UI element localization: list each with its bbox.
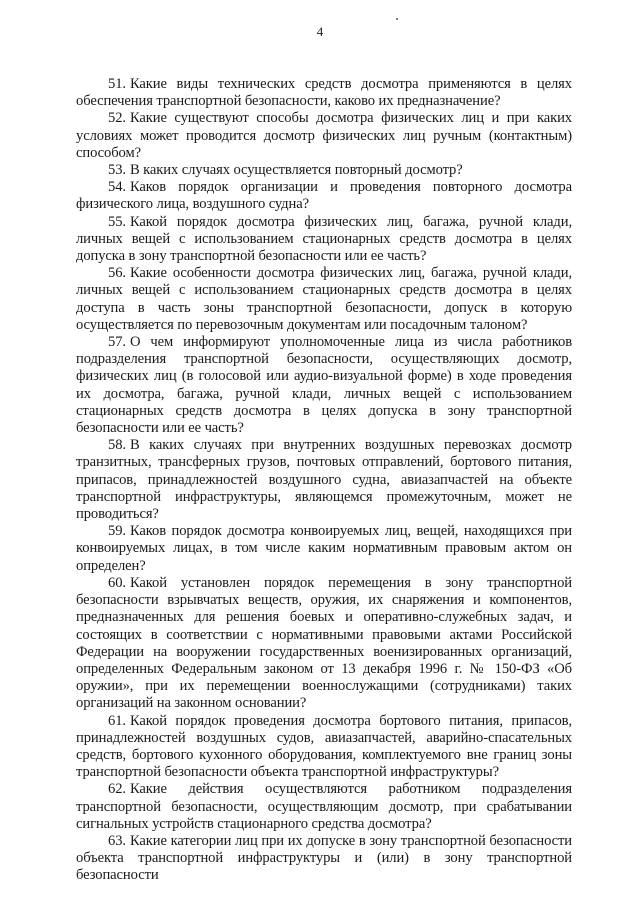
scan-speck xyxy=(396,18,398,20)
question-number: 56. xyxy=(108,265,126,282)
question-text: Какие существуют способы досмотра физических лиц и при каких условиях может проводится досмотр физических лиц ручным (контактным) способом? xyxy=(76,110,572,161)
page-number: 4 xyxy=(316,24,324,39)
question-item xyxy=(76,437,572,523)
question-text: Каков порядок досмотра конвоируемых лиц, вещей, находящихся при конвоируемых лицах, в том числе каким нормативным правовым актом он определен? xyxy=(76,523,572,574)
question-number: 58. xyxy=(108,437,126,454)
question-item xyxy=(76,523,572,575)
question-item xyxy=(76,265,572,334)
question-text: Какой порядок досмотра физических лиц, багажа, ручной клади, личных вещей с использованием стационарных средств досмотра в целях допуска в зону транспортной безопасности или ее часть? xyxy=(76,213,572,265)
question-item xyxy=(76,179,572,213)
question-number: 55. xyxy=(108,213,126,230)
question-text: Какой порядок проведения досмотра бортового питания, припасов, принадлежностей воздушных судов, авиазапчастей, аварийно-спасательных средств, бортового кухонного оборудования, комплектуемого вне границ зоны транспортной безопасности объекта транспортной инфраструктуры? xyxy=(76,712,572,781)
question-item xyxy=(76,76,572,110)
question-text: Какие виды технических средств досмотра применяются в целях обеспечения транспортной безопасности, каково их предназначение? xyxy=(76,76,572,110)
question-text: Какие действия осуществляются работником подразделения транспортной безопасности, осуществляющим досмотр, при срабатывании сигнальных устройств стационарного средства досмотра? xyxy=(76,781,572,832)
question-item xyxy=(76,214,572,266)
question-item xyxy=(76,713,572,782)
question-number: 60. xyxy=(108,574,126,591)
question-number: 51. xyxy=(108,76,126,92)
question-item xyxy=(76,575,572,713)
question-number: 63. xyxy=(108,832,126,849)
question-text: Какие категории лиц при их допуске в зону транспортной безопасности объекта транспортной инфраструктуры и (или) в зону транспортной безопасности xyxy=(76,832,572,884)
question-text: В каких случаях осуществляется повторный досмотр? xyxy=(129,162,463,179)
question-text: Какой установлен порядок перемещения в зону транспортной безопасности взрывчатых веществ, оружия, их снаряжения и компонентов, предназначенных для решения боевых и оперативно-служебных задач, и состоящих в соответствии с нормативными правовыми актами Российской Федерации на вооружении государственных военизированных организаций, определенных Федеральным законом от 13 декабря 1996 г. № 150-ФЗ «Об оружии», при их перемещении военнослужащими (сотрудниками) таких организаций на законном основании? xyxy=(76,574,572,712)
questions-list xyxy=(76,76,572,885)
question-number: 54. xyxy=(108,179,126,196)
question-item xyxy=(76,110,572,162)
question-number: 61. xyxy=(108,712,126,729)
question-item xyxy=(76,334,572,437)
question-text: В каких случаях при внутренних воздушных перевозках досмотр транзитных, трансферных грузов, почтовых отправлений, бортового питания, припасов, принадлежностей воздушного судна, авиазапчастей на объекте транспортной инфраструктуры, являющемся промежуточным, может не проводиться? xyxy=(76,437,572,523)
question-item xyxy=(76,781,572,833)
question-text: Какие особенности досмотра физических лиц, багажа, ручной клади, личных вещей с использованием стационарных средств досмотра в целях доступа в часть зоны транспортной безопасности, допуск в которую осуществляется по перевозочным документам или посадочным талоном? xyxy=(76,265,572,333)
question-item xyxy=(76,833,572,885)
question-number: 59. xyxy=(108,523,126,540)
question-number: 53. xyxy=(108,162,126,179)
question-item xyxy=(76,162,572,179)
question-text: Каков порядок организации и проведения повторного досмотра физического лица, воздушного судна? xyxy=(76,179,572,213)
question-text: О чем информируют уполномоченные лица из числа работников подразделения транспортной безопасности, осуществляющих досмотр, физических лиц (в голосовой или аудио-визуальной форме) в ходе проведения их досмотра, багажа, ручной клади, личных вещей с использованием стационарных средств досмотра в целях допуска в зону транспортной безопасности или ее часть? xyxy=(76,334,572,437)
question-number: 57. xyxy=(108,334,126,351)
question-number: 52. xyxy=(108,110,126,127)
question-number: 62. xyxy=(108,781,126,798)
